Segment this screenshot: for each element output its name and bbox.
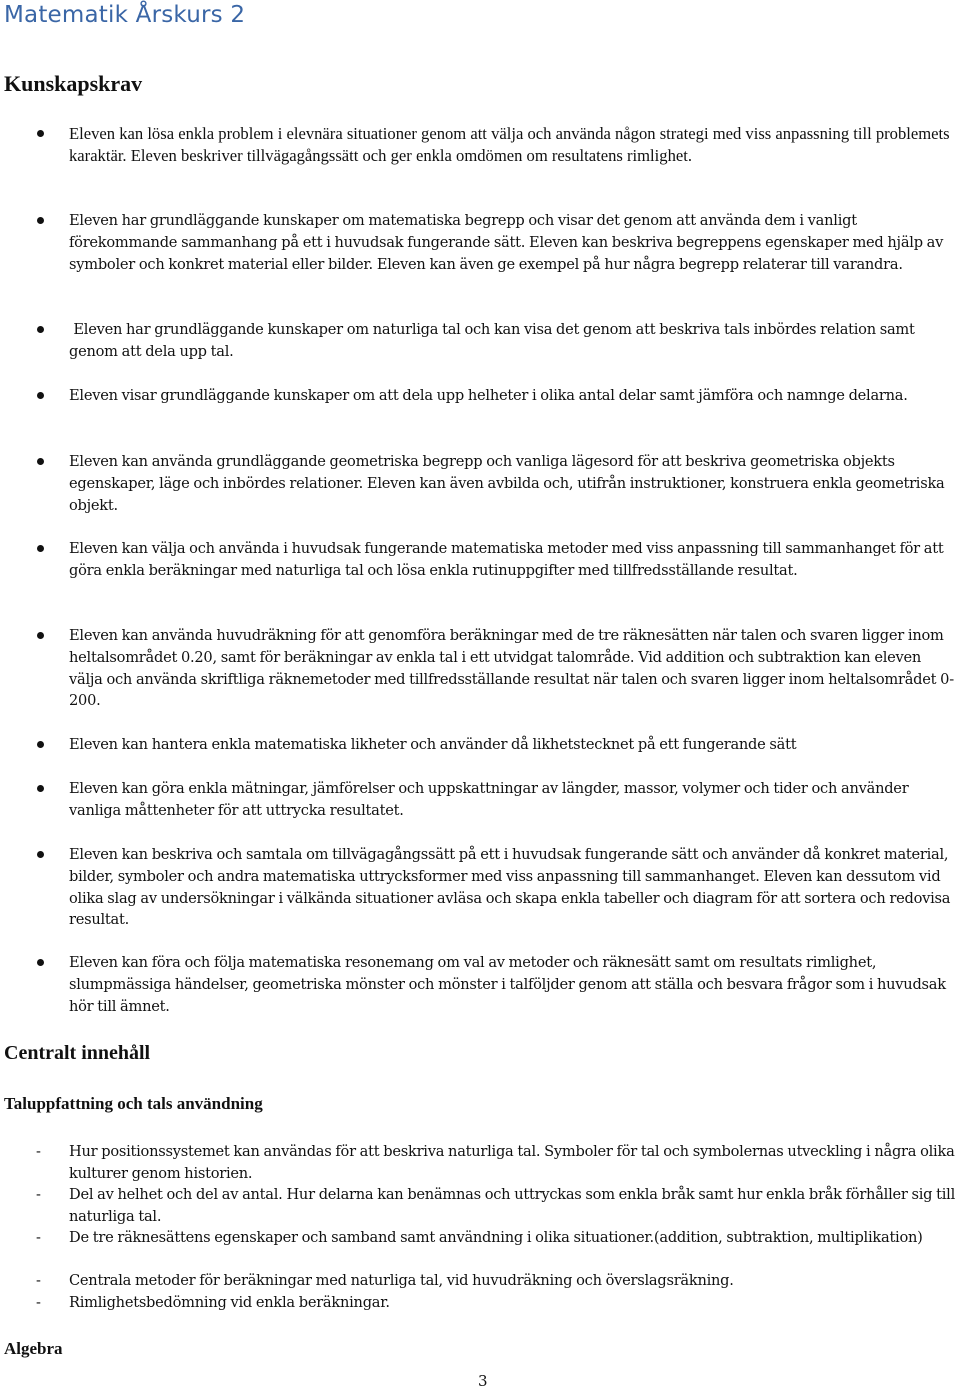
list-item: Eleven kan hantera enkla matematiska likheter och använder då likhetstecknet på ett fungerande sätt (69, 734, 955, 756)
bullet-icon (37, 632, 44, 639)
list-item: - Del av helhet och del av antal. Hur delarna kan benämnas och uttryckas som enkla bråk samt hur enkla bråk förhåller sig till naturliga tal. (36, 1186, 955, 1225)
page-number: 3 (478, 1372, 488, 1390)
list-item: Eleven kan föra och följa matematiska resonemang om val av metoder och räknesätt samt om resultats rimlighet, slumpmässiga händelser, geometriska mönster och mönster i talföljder genom att ställa och besvara frågor som i huvudsak hör till ämnet. (69, 952, 955, 1017)
bullet-icon (37, 851, 44, 858)
document-title: Matematik Årskurs 2 (4, 2, 246, 28)
centralt-innehall-heading: Centralt innehåll (4, 1042, 151, 1064)
dash-marker: - (36, 1272, 41, 1289)
list-item: - Rimlighetsbedömning vid enkla beräkningar. (69, 1292, 955, 1314)
bullet-icon (37, 217, 44, 224)
dash-marker: - (36, 1294, 41, 1311)
dash-marker: - (36, 1143, 41, 1160)
kunskapskrav-heading: Kunskapskrav (4, 71, 143, 96)
bullet-icon (37, 458, 44, 465)
list-item: Eleven kan göra enkla mätningar, jämförelser och uppskattningar av längder, massor, volymer och tider och använder vanliga måttenheter för att uttrycka resultatet. (69, 778, 955, 822)
list-item: - De tre räknesättens egenskaper och samband samt användning i olika situationer.(addition, subtraktion, multiplikation) (69, 1227, 955, 1249)
list-item: Eleven visar grundläggande kunskaper om att dela upp helheter i olika antal delar samt jämföra och namnge delarna. (69, 385, 955, 407)
list-item: - Hur positionssystemet kan användas för att beskriva naturliga tal. Symboler för tal och symbolernas utveckling i några olika kulturer genom historien. (36, 1143, 955, 1182)
bullet-icon (37, 959, 44, 966)
list-item: Eleven kan lösa enkla problem i elevnära situationer genom att välja och använda någon strategi med viss anpassning till problemets karaktär. Eleven beskriver tillvägagångssätt och ger enkla omdömen om resultatens rimlighet. (69, 123, 955, 166)
list-item: Eleven har grundläggande kunskaper om matematiska begrepp och visar det genom att använda dem i vanligt förekommande sammanhang på ett i huvudsak fungerande sätt. Eleven kan beskriva begreppens egenskaper med hjälp av symboler och konkret material eller bilder. Eleven kan även ge exempel på hur några begrepp relaterar till varandra. (69, 210, 955, 275)
list-item: - Centrala metoder för beräkningar med naturliga tal, vid huvudräkning och överslagsräkning. (69, 1270, 955, 1292)
bullet-icon (37, 326, 44, 333)
bullet-icon (37, 741, 44, 748)
list-item: Eleven har grundläggande kunskaper om naturliga tal och kan visa det genom att beskriva tals inbördes relation samt genom att dela upp tal. (69, 319, 955, 363)
dash-marker: - (36, 1229, 41, 1246)
bullet-icon (37, 130, 44, 137)
list-item: Eleven kan använda grundläggande geometriska begrepp och vanliga lägesord för att beskriva geometriska objekts egenskaper, läge och inbördes relationer. Eleven kan även avbilda och, utifrån instruktioner, konstruera enkla geometriska objekt. (69, 451, 955, 516)
bullet-icon (37, 545, 44, 552)
list-item: Eleven kan beskriva och samtala om tillvägagångssätt på ett i huvudsak fungerande sätt och använder då konkret material, bilder, symboler och andra matematiska uttrycksformer med viss anpassning till sammanhanget. Eleven kan dessutom vid olika slag av undersökningar i välkända situationer avläsa och skapa enkla tabeller och diagram för att sortera och redovisa resultat. (69, 844, 955, 931)
bullet-icon (37, 392, 44, 399)
bullet-icon (37, 785, 44, 792)
dash-marker: - (36, 1186, 41, 1203)
list-item: Eleven kan använda huvudräkning för att genomföra beräkningar med de tre räknesätten när talen och svaren ligger inom heltalsområdet 0.20, samt för beräkningar av enkla tal i ett utvidgat talområde. Vid addition och subtraktion kan eleven välja och använda skriftliga räknemetoder med tillfredsställande resultat när talen och svaren ligger inom heltalsområdet 0-200. (69, 625, 955, 712)
taluppfattning-heading: Taluppfattning och tals användning (4, 1094, 263, 1113)
list-item: Eleven kan välja och använda i huvudsak fungerande matematiska metoder med viss anpassning till sammanhanget för att göra enkla beräkningar med naturliga tal och lösa enkla rutinuppgifter med tillfredsställande resultat. (69, 538, 955, 582)
algebra-heading: Algebra (4, 1339, 63, 1358)
